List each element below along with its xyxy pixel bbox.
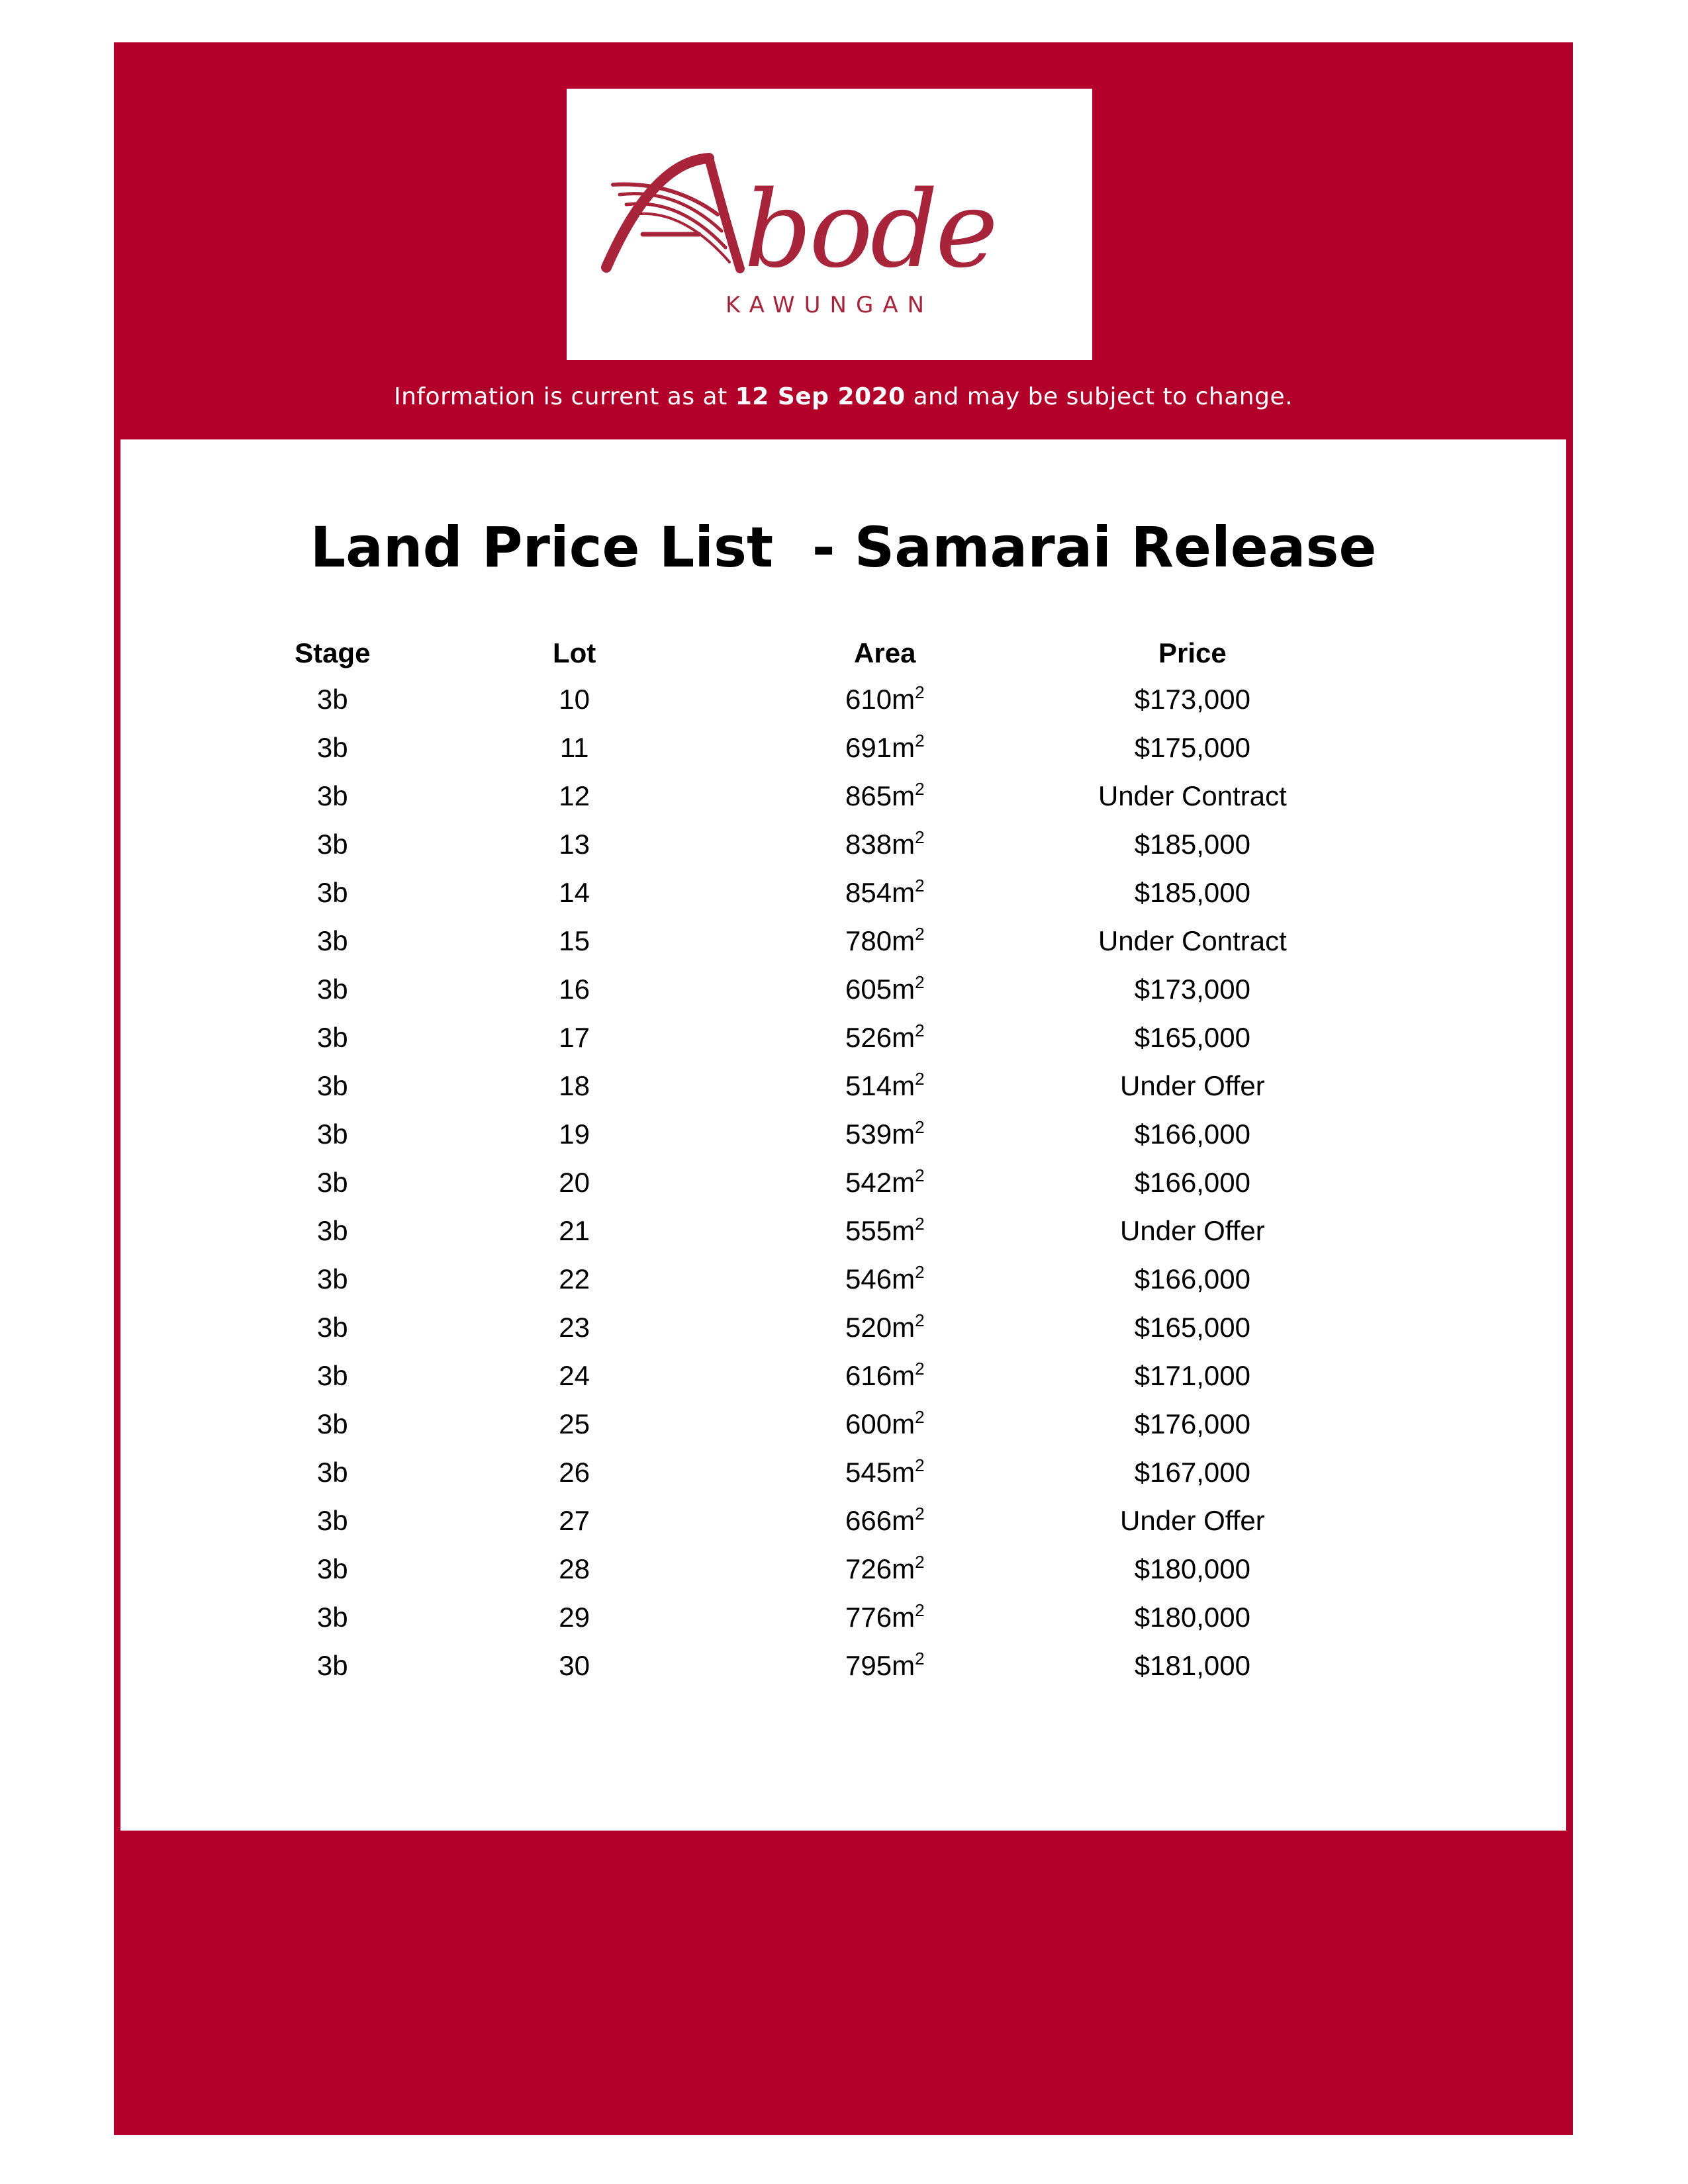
cell-stage bbox=[261, 1215, 404, 1247]
cell-stage bbox=[261, 1408, 404, 1440]
cell-area-value: 539 bbox=[845, 1118, 892, 1150]
area-unit: m bbox=[892, 731, 915, 763]
cell-lot-value: 19 bbox=[559, 1118, 590, 1150]
cell-price bbox=[1025, 925, 1360, 957]
area-unit-exponent: 2 bbox=[915, 730, 925, 751]
cell-price bbox=[1025, 1022, 1360, 1054]
cell-lot bbox=[404, 1408, 745, 1440]
cell-area-value: 520 bbox=[845, 1311, 892, 1343]
cell-price bbox=[1025, 684, 1360, 715]
notice-suffix: and may be subject to change. bbox=[905, 383, 1293, 410]
cell-price-value: $167,000 bbox=[1134, 1456, 1250, 1488]
area-unit: m bbox=[892, 1118, 915, 1150]
cell-stage-value: 3b bbox=[316, 1504, 348, 1536]
cell-lot-value: 24 bbox=[559, 1359, 590, 1391]
cell-lot-value: 15 bbox=[559, 925, 590, 956]
cell-price bbox=[1025, 1312, 1360, 1343]
cell-lot-value: 22 bbox=[559, 1263, 590, 1295]
cell-area-value: 726 bbox=[845, 1553, 892, 1584]
cell-area-value: 616 bbox=[845, 1359, 892, 1391]
svg-text:bode: bode bbox=[744, 167, 996, 291]
area-unit-exponent: 2 bbox=[915, 1116, 925, 1137]
cell-area-value: 838 bbox=[845, 828, 892, 860]
cell-price-value: $180,000 bbox=[1134, 1601, 1250, 1633]
cell-area-value: 600 bbox=[845, 1408, 892, 1439]
cell-stage bbox=[261, 1457, 404, 1488]
cell-price-value: $166,000 bbox=[1134, 1118, 1250, 1150]
cell-price-value: Under Offer bbox=[1120, 1504, 1265, 1536]
cell-stage bbox=[261, 1650, 404, 1682]
table-row bbox=[261, 1448, 1360, 1496]
cell-price-value: Under Contract bbox=[1098, 780, 1287, 811]
cell-area bbox=[745, 829, 1025, 860]
area-unit-exponent: 2 bbox=[915, 1068, 925, 1089]
cell-area bbox=[745, 1022, 1025, 1054]
area-unit-exponent: 2 bbox=[915, 972, 925, 992]
cell-area bbox=[745, 684, 1025, 715]
cell-lot bbox=[404, 877, 745, 909]
area-unit-exponent: 2 bbox=[915, 1551, 925, 1572]
cell-lot bbox=[404, 1457, 745, 1488]
cell-area bbox=[745, 1553, 1025, 1585]
area-unit: m bbox=[892, 1359, 915, 1391]
cell-area bbox=[745, 1070, 1025, 1102]
area-unit: m bbox=[892, 1456, 915, 1488]
cell-lot-value: 10 bbox=[559, 683, 590, 715]
area-unit: m bbox=[892, 1021, 915, 1053]
cell-stage-value: 3b bbox=[316, 1263, 348, 1295]
cell-price bbox=[1025, 1505, 1360, 1537]
cell-lot bbox=[404, 1602, 745, 1633]
cell-lot-value: 30 bbox=[559, 1649, 590, 1681]
cell-stage-value: 3b bbox=[316, 1649, 348, 1681]
cell-lot-value: 17 bbox=[559, 1021, 590, 1053]
area-unit-exponent: 2 bbox=[915, 875, 925, 895]
cell-stage bbox=[261, 1602, 404, 1633]
table-row bbox=[261, 965, 1360, 1013]
area-unit-exponent: 2 bbox=[915, 1310, 925, 1330]
cell-stage-value: 3b bbox=[316, 925, 348, 956]
cell-stage-value: 3b bbox=[316, 1408, 348, 1439]
table-row bbox=[261, 1303, 1360, 1351]
cell-lot bbox=[404, 974, 745, 1005]
cell-stage bbox=[261, 1022, 404, 1054]
cell-area bbox=[745, 1263, 1025, 1295]
header-lot: Lot bbox=[552, 637, 596, 668]
cell-price-value: $181,000 bbox=[1134, 1649, 1250, 1681]
table-row bbox=[261, 868, 1360, 917]
cell-lot bbox=[404, 1312, 745, 1343]
cell-lot-value: 27 bbox=[559, 1504, 590, 1536]
area-unit-exponent: 2 bbox=[915, 827, 925, 847]
area-unit: m bbox=[892, 828, 915, 860]
area-unit-exponent: 2 bbox=[915, 1165, 925, 1185]
cell-lot bbox=[404, 1650, 745, 1682]
cell-area bbox=[745, 1167, 1025, 1199]
cell-lot bbox=[404, 1167, 745, 1199]
cell-stage bbox=[261, 925, 404, 957]
cell-stage bbox=[261, 1167, 404, 1199]
cell-price-value: $185,000 bbox=[1134, 876, 1250, 908]
cell-stage-value: 3b bbox=[316, 1069, 348, 1101]
cell-price bbox=[1025, 732, 1360, 764]
cell-area bbox=[745, 1408, 1025, 1440]
table-row bbox=[261, 1400, 1360, 1448]
cell-lot-value: 18 bbox=[559, 1069, 590, 1101]
cell-lot bbox=[404, 1118, 745, 1150]
cell-area bbox=[745, 925, 1025, 957]
cell-area-value: 526 bbox=[845, 1021, 892, 1053]
cell-stage bbox=[261, 1553, 404, 1585]
cell-stage-value: 3b bbox=[316, 731, 348, 763]
cell-price-value: $176,000 bbox=[1134, 1408, 1250, 1439]
cell-area bbox=[745, 1118, 1025, 1150]
cell-lot bbox=[404, 1505, 745, 1537]
cell-area bbox=[745, 1360, 1025, 1392]
logo-subtitle: KAWUNGAN bbox=[725, 292, 934, 318]
cell-area-value: 605 bbox=[845, 973, 892, 1005]
cell-price-value: Under Contract bbox=[1098, 925, 1287, 956]
cell-price-value: $173,000 bbox=[1134, 683, 1250, 715]
cell-stage-value: 3b bbox=[316, 1553, 348, 1584]
cell-stage-value: 3b bbox=[316, 1118, 348, 1150]
area-unit-exponent: 2 bbox=[915, 1358, 925, 1379]
abode-logo-mark bbox=[567, 89, 1092, 360]
cell-price-value: $166,000 bbox=[1134, 1166, 1250, 1198]
table-row bbox=[261, 675, 1360, 723]
table-row bbox=[261, 1206, 1360, 1255]
cell-stage bbox=[261, 684, 404, 715]
area-unit-exponent: 2 bbox=[915, 1648, 925, 1668]
area-unit: m bbox=[892, 876, 915, 908]
table-row bbox=[261, 1641, 1360, 1690]
cell-area-value: 776 bbox=[845, 1601, 892, 1633]
cell-price bbox=[1025, 1650, 1360, 1682]
notice-date: 12 Sep 2020 bbox=[735, 383, 906, 410]
info-notice bbox=[114, 377, 1573, 417]
area-unit-exponent: 2 bbox=[915, 1455, 925, 1475]
table-row bbox=[261, 820, 1360, 868]
cell-price-value: $171,000 bbox=[1134, 1359, 1250, 1391]
cell-lot-value: 28 bbox=[559, 1553, 590, 1584]
cell-stage bbox=[261, 829, 404, 860]
cell-price bbox=[1025, 1263, 1360, 1295]
cell-lot-value: 23 bbox=[559, 1311, 590, 1343]
cell-stage-value: 3b bbox=[316, 780, 348, 811]
table-row bbox=[261, 723, 1360, 772]
area-unit: m bbox=[892, 1504, 915, 1536]
page-title: Land Price List - Samarai Release bbox=[310, 515, 1377, 580]
cell-stage-value: 3b bbox=[316, 1456, 348, 1488]
cell-stage-value: 3b bbox=[316, 876, 348, 908]
table-row bbox=[261, 1351, 1360, 1400]
cell-stage-value: 3b bbox=[316, 828, 348, 860]
cell-stage bbox=[261, 1505, 404, 1537]
content-panel bbox=[120, 439, 1566, 1831]
cell-stage bbox=[261, 1263, 404, 1295]
area-unit-exponent: 2 bbox=[915, 1020, 925, 1040]
cell-lot-value: 21 bbox=[559, 1214, 590, 1246]
cell-price bbox=[1025, 1215, 1360, 1247]
cell-area bbox=[745, 1505, 1025, 1537]
area-unit: m bbox=[892, 1263, 915, 1295]
cell-area-value: 610 bbox=[845, 683, 892, 715]
cell-lot bbox=[404, 732, 745, 764]
area-unit: m bbox=[892, 1311, 915, 1343]
cell-area-value: 865 bbox=[845, 780, 892, 811]
cell-area bbox=[745, 1650, 1025, 1682]
cell-stage-value: 3b bbox=[316, 1359, 348, 1391]
cell-lot-value: 12 bbox=[559, 780, 590, 811]
cell-stage-value: 3b bbox=[316, 973, 348, 1005]
table-header bbox=[261, 631, 1360, 675]
area-unit: m bbox=[892, 1214, 915, 1246]
cell-area-value: 691 bbox=[845, 731, 892, 763]
cell-lot bbox=[404, 684, 745, 715]
cell-price bbox=[1025, 1118, 1360, 1150]
cell-stage bbox=[261, 1118, 404, 1150]
cell-area-value: 542 bbox=[845, 1166, 892, 1198]
cell-stage-value: 3b bbox=[316, 1311, 348, 1343]
area-unit: m bbox=[892, 973, 915, 1005]
cell-price bbox=[1025, 974, 1360, 1005]
cell-area-value: 546 bbox=[845, 1263, 892, 1295]
area-unit-exponent: 2 bbox=[915, 682, 925, 702]
area-unit: m bbox=[892, 1649, 915, 1681]
cell-lot-value: 14 bbox=[559, 876, 590, 908]
area-unit: m bbox=[892, 780, 915, 811]
cell-price bbox=[1025, 829, 1360, 860]
cell-stage-value: 3b bbox=[316, 1166, 348, 1198]
cell-area bbox=[745, 1457, 1025, 1488]
cell-stage bbox=[261, 1312, 404, 1343]
cell-area-value: 514 bbox=[845, 1069, 892, 1101]
table-row bbox=[261, 1496, 1360, 1545]
cell-stage bbox=[261, 877, 404, 909]
cell-lot-value: 13 bbox=[559, 828, 590, 860]
cell-price bbox=[1025, 1070, 1360, 1102]
cell-stage-value: 3b bbox=[316, 1601, 348, 1633]
table-row bbox=[261, 1593, 1360, 1641]
cell-lot bbox=[404, 1553, 745, 1585]
area-unit-exponent: 2 bbox=[915, 923, 925, 944]
table-body bbox=[261, 675, 1360, 1690]
cell-price bbox=[1025, 1602, 1360, 1633]
area-unit-exponent: 2 bbox=[915, 778, 925, 799]
area-unit: m bbox=[892, 1553, 915, 1584]
table-row bbox=[261, 917, 1360, 965]
cell-price-value: $166,000 bbox=[1134, 1263, 1250, 1295]
notice-prefix: Information is current as at bbox=[393, 383, 735, 410]
header-stage: Stage bbox=[295, 637, 371, 668]
logo bbox=[567, 89, 1092, 360]
cell-price-value: $165,000 bbox=[1134, 1311, 1250, 1343]
cell-price bbox=[1025, 877, 1360, 909]
cell-price bbox=[1025, 1553, 1360, 1585]
area-unit: m bbox=[892, 1408, 915, 1439]
cell-area bbox=[745, 732, 1025, 764]
cell-price-value: $173,000 bbox=[1134, 973, 1250, 1005]
cell-lot-value: 11 bbox=[559, 731, 589, 763]
header-area: Area bbox=[854, 637, 916, 668]
area-unit: m bbox=[892, 683, 915, 715]
cell-lot-value: 25 bbox=[559, 1408, 590, 1439]
cell-stage-value: 3b bbox=[316, 1214, 348, 1246]
cell-area bbox=[745, 780, 1025, 812]
area-unit: m bbox=[892, 925, 915, 956]
table-row bbox=[261, 1013, 1360, 1062]
cell-area bbox=[745, 1215, 1025, 1247]
cell-area-value: 555 bbox=[845, 1214, 892, 1246]
cell-stage-value: 3b bbox=[316, 683, 348, 715]
cell-lot-value: 20 bbox=[559, 1166, 590, 1198]
cell-price bbox=[1025, 780, 1360, 812]
cell-lot bbox=[404, 925, 745, 957]
cell-lot bbox=[404, 1263, 745, 1295]
table-row bbox=[261, 1545, 1360, 1593]
area-unit: m bbox=[892, 1166, 915, 1198]
cell-area bbox=[745, 1602, 1025, 1633]
area-unit-exponent: 2 bbox=[915, 1213, 925, 1234]
cell-area-value: 854 bbox=[845, 876, 892, 908]
area-unit-exponent: 2 bbox=[915, 1600, 925, 1620]
cell-area bbox=[745, 877, 1025, 909]
table-row bbox=[261, 1255, 1360, 1303]
cell-lot-value: 26 bbox=[559, 1456, 590, 1488]
cell-price bbox=[1025, 1167, 1360, 1199]
cell-price bbox=[1025, 1457, 1360, 1488]
cell-stage-value: 3b bbox=[316, 1021, 348, 1053]
price-table bbox=[261, 631, 1360, 1690]
cell-lot bbox=[404, 1022, 745, 1054]
area-unit-exponent: 2 bbox=[915, 1406, 925, 1427]
cell-price-value: Under Offer bbox=[1120, 1214, 1265, 1246]
table-row bbox=[261, 1158, 1360, 1206]
cell-price-value: $180,000 bbox=[1134, 1553, 1250, 1584]
cell-lot-value: 29 bbox=[559, 1601, 590, 1633]
cell-stage bbox=[261, 780, 404, 812]
table-row bbox=[261, 772, 1360, 820]
cell-price bbox=[1025, 1360, 1360, 1392]
cell-area-value: 780 bbox=[845, 925, 892, 956]
cell-lot bbox=[404, 780, 745, 812]
cell-lot-value: 16 bbox=[559, 973, 590, 1005]
cell-price-value: $175,000 bbox=[1134, 731, 1250, 763]
area-unit: m bbox=[892, 1601, 915, 1633]
cell-stage bbox=[261, 1360, 404, 1392]
page-frame bbox=[114, 42, 1573, 2135]
cell-area-value: 666 bbox=[845, 1504, 892, 1536]
cell-area bbox=[745, 1312, 1025, 1343]
cell-lot bbox=[404, 1215, 745, 1247]
cell-price-value: $185,000 bbox=[1134, 828, 1250, 860]
header-price: Price bbox=[1158, 637, 1227, 668]
cell-area bbox=[745, 974, 1025, 1005]
cell-area-value: 795 bbox=[845, 1649, 892, 1681]
cell-stage bbox=[261, 1070, 404, 1102]
cell-stage bbox=[261, 974, 404, 1005]
area-unit-exponent: 2 bbox=[915, 1503, 925, 1524]
cell-price bbox=[1025, 1408, 1360, 1440]
area-unit: m bbox=[892, 1069, 915, 1101]
cell-area-value: 545 bbox=[845, 1456, 892, 1488]
cell-price-value: Under Offer bbox=[1120, 1069, 1265, 1101]
cell-lot bbox=[404, 1070, 745, 1102]
cell-lot bbox=[404, 829, 745, 860]
table-row bbox=[261, 1062, 1360, 1110]
area-unit-exponent: 2 bbox=[915, 1261, 925, 1282]
cell-price-value: $165,000 bbox=[1134, 1021, 1250, 1053]
table-row bbox=[261, 1110, 1360, 1158]
cell-stage bbox=[261, 732, 404, 764]
cell-lot bbox=[404, 1360, 745, 1392]
